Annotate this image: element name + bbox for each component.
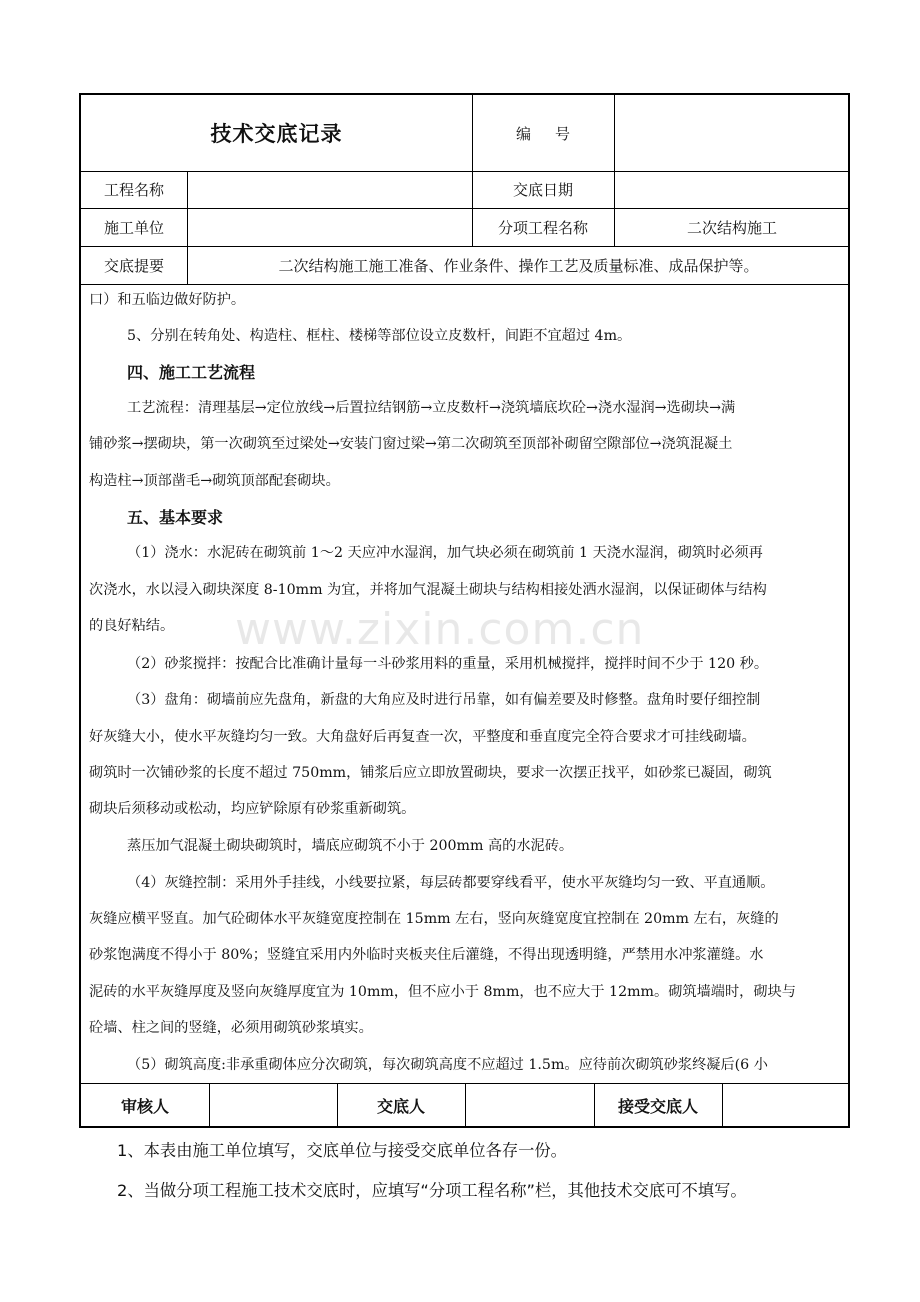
content-line: 构造柱→顶部凿毛→砌筑顶部配套砌块。 xyxy=(89,473,340,489)
construction-unit-label: 施工单位 xyxy=(103,218,164,237)
content-line: 好灰缝大小，使水平灰缝均匀一致。大角盘好后再复查一次，平整度和垂直度完全符合要求才可挂线砌墙。 xyxy=(89,729,756,745)
discloser-label: 交底人 xyxy=(376,1097,425,1116)
content-line: （3）盘角：砌墙前应先盘角，新盘的大角应及时进行吊靠，如有偏差要及时修整。盘角时要仔细控制 xyxy=(127,692,761,708)
content-line: 泥砖的水平灰缝厚度及竖向灰缝厚度宜为 10mm，但不应小于 8mm，也不应大于 12mm。砌筑墙端时，砌块与 xyxy=(89,984,796,1000)
form-title: 技术交底记录 xyxy=(210,122,343,146)
content-line: 蒸压加气混凝土砌块砌筑时，墙底应砌筑不小于 200mm 高的水泥砖。 xyxy=(127,838,574,854)
content-line: （1）浇水：水泥砖在砌筑前 1～2 天应冲水湿润，加气块必须在砌筑前 1 天浇水湿润，砌筑时必须再 xyxy=(127,545,763,561)
disclosure-date-label: 交底日期 xyxy=(512,181,573,199)
content-line: 口）和五临边做好防护。 xyxy=(89,292,246,308)
receiver-label: 接受交底人 xyxy=(617,1097,698,1116)
content-line: 铺砂浆→摆砌块，第一次砌筑至过梁处→安装门窗过梁→第二次砌筑至顶部补砌留空隙部位→浇筑混凝土 xyxy=(89,436,733,452)
disclosure-date-field[interactable] xyxy=(614,171,850,208)
reviewer-field[interactable] xyxy=(209,1083,337,1128)
summary-label: 交底提要 xyxy=(103,256,164,275)
content-line: 砼墙、柱之间的竖缝，必须用砌筑砂浆填实。 xyxy=(89,1020,373,1036)
number-field[interactable] xyxy=(614,95,850,171)
content-line: 灰缝应横平竖直。加气砼砌体水平灰缝宽度控制在 15mm 左右，竖向灰缝宽度宜控制在 20mm 左右，灰缝的 xyxy=(89,911,779,927)
row-divider xyxy=(81,284,848,285)
footnote-1: 1、本表由施工单位填写，交底单位与接受交底单位各存一份。 xyxy=(117,1141,567,1160)
summary-field[interactable]: 二次结构施工施工准备、作业条件、操作工艺及质量标准、成品保护等。 xyxy=(278,256,759,275)
section-heading: 五、基本要求 xyxy=(127,508,224,527)
project-name-field[interactable] xyxy=(187,171,472,208)
content-line: 工艺流程：清理基层→定位放线→后置拉结钢筋→立皮数杆→浇筑墙底坎砼→浇水湿润→选砌块→满 xyxy=(127,400,736,416)
receiver-field[interactable] xyxy=(722,1083,850,1128)
content-line: 的良好粘结。 xyxy=(89,618,175,634)
content-line: 砂浆饱满度不得小于 80%；竖缝宜采用内外临时夹板夹住后灌缝，不得出现透明缝，严禁用水冲浆灌缝。水 xyxy=(89,947,764,963)
content-line: （4）灰缝控制：采用外手挂线，小线要拉紧，每层砖都要穿线看平，使水平灰缝均匀一致、平直通顺。 xyxy=(127,875,775,891)
footnote-2: 2、当做分项工程施工技术交底时，应填写“分项工程名称”栏，其他技术交底可不填写。 xyxy=(117,1181,747,1200)
project-name-label: 工程名称 xyxy=(103,181,164,199)
watermark: www.zixin.com.cn xyxy=(235,604,645,655)
content-line: （5）砌筑高度:非承重砌体应分次砌筑，每次砌筑高度不应超过 1.5m。应待前次砌筑砂浆终凝后(6 小 xyxy=(127,1057,768,1073)
section-heading: 四、施工工艺流程 xyxy=(127,363,256,382)
discloser-field[interactable] xyxy=(465,1083,594,1128)
subitem-name-field[interactable]: 二次结构施工 xyxy=(686,218,777,237)
subitem-name-label: 分项工程名称 xyxy=(497,218,588,237)
content-line: 5、分别在转角处、构造柱、框柱、楼梯等部位设立皮数杆，间距不宜超过 4m。 xyxy=(127,328,632,344)
number-label: 编号 xyxy=(515,124,594,143)
reviewer-label: 审核人 xyxy=(120,1097,169,1116)
content-line: 砌块后须移动或松动，均应铲除原有砂浆重新砌筑。 xyxy=(89,801,416,817)
content-line: 砌筑时一次铺砂浆的长度不超过 750mm，铺浆后应立即放置砌块，要求一次摆正找平，如砂浆已凝固，砌筑 xyxy=(89,765,772,781)
content-line: （2）砂浆搅拌：按配合比准确计量每一斗砂浆用料的重量，采用机械搅拌，搅拌时间不少于 120 秒。 xyxy=(127,656,769,672)
construction-unit-field[interactable] xyxy=(187,208,472,246)
content-line: 次浇水，水以浸入砌块深度 8-10mm 为宜，并将加气混凝土砌块与结构相接处洒水湿润，以保证砌体与结构 xyxy=(89,582,767,598)
